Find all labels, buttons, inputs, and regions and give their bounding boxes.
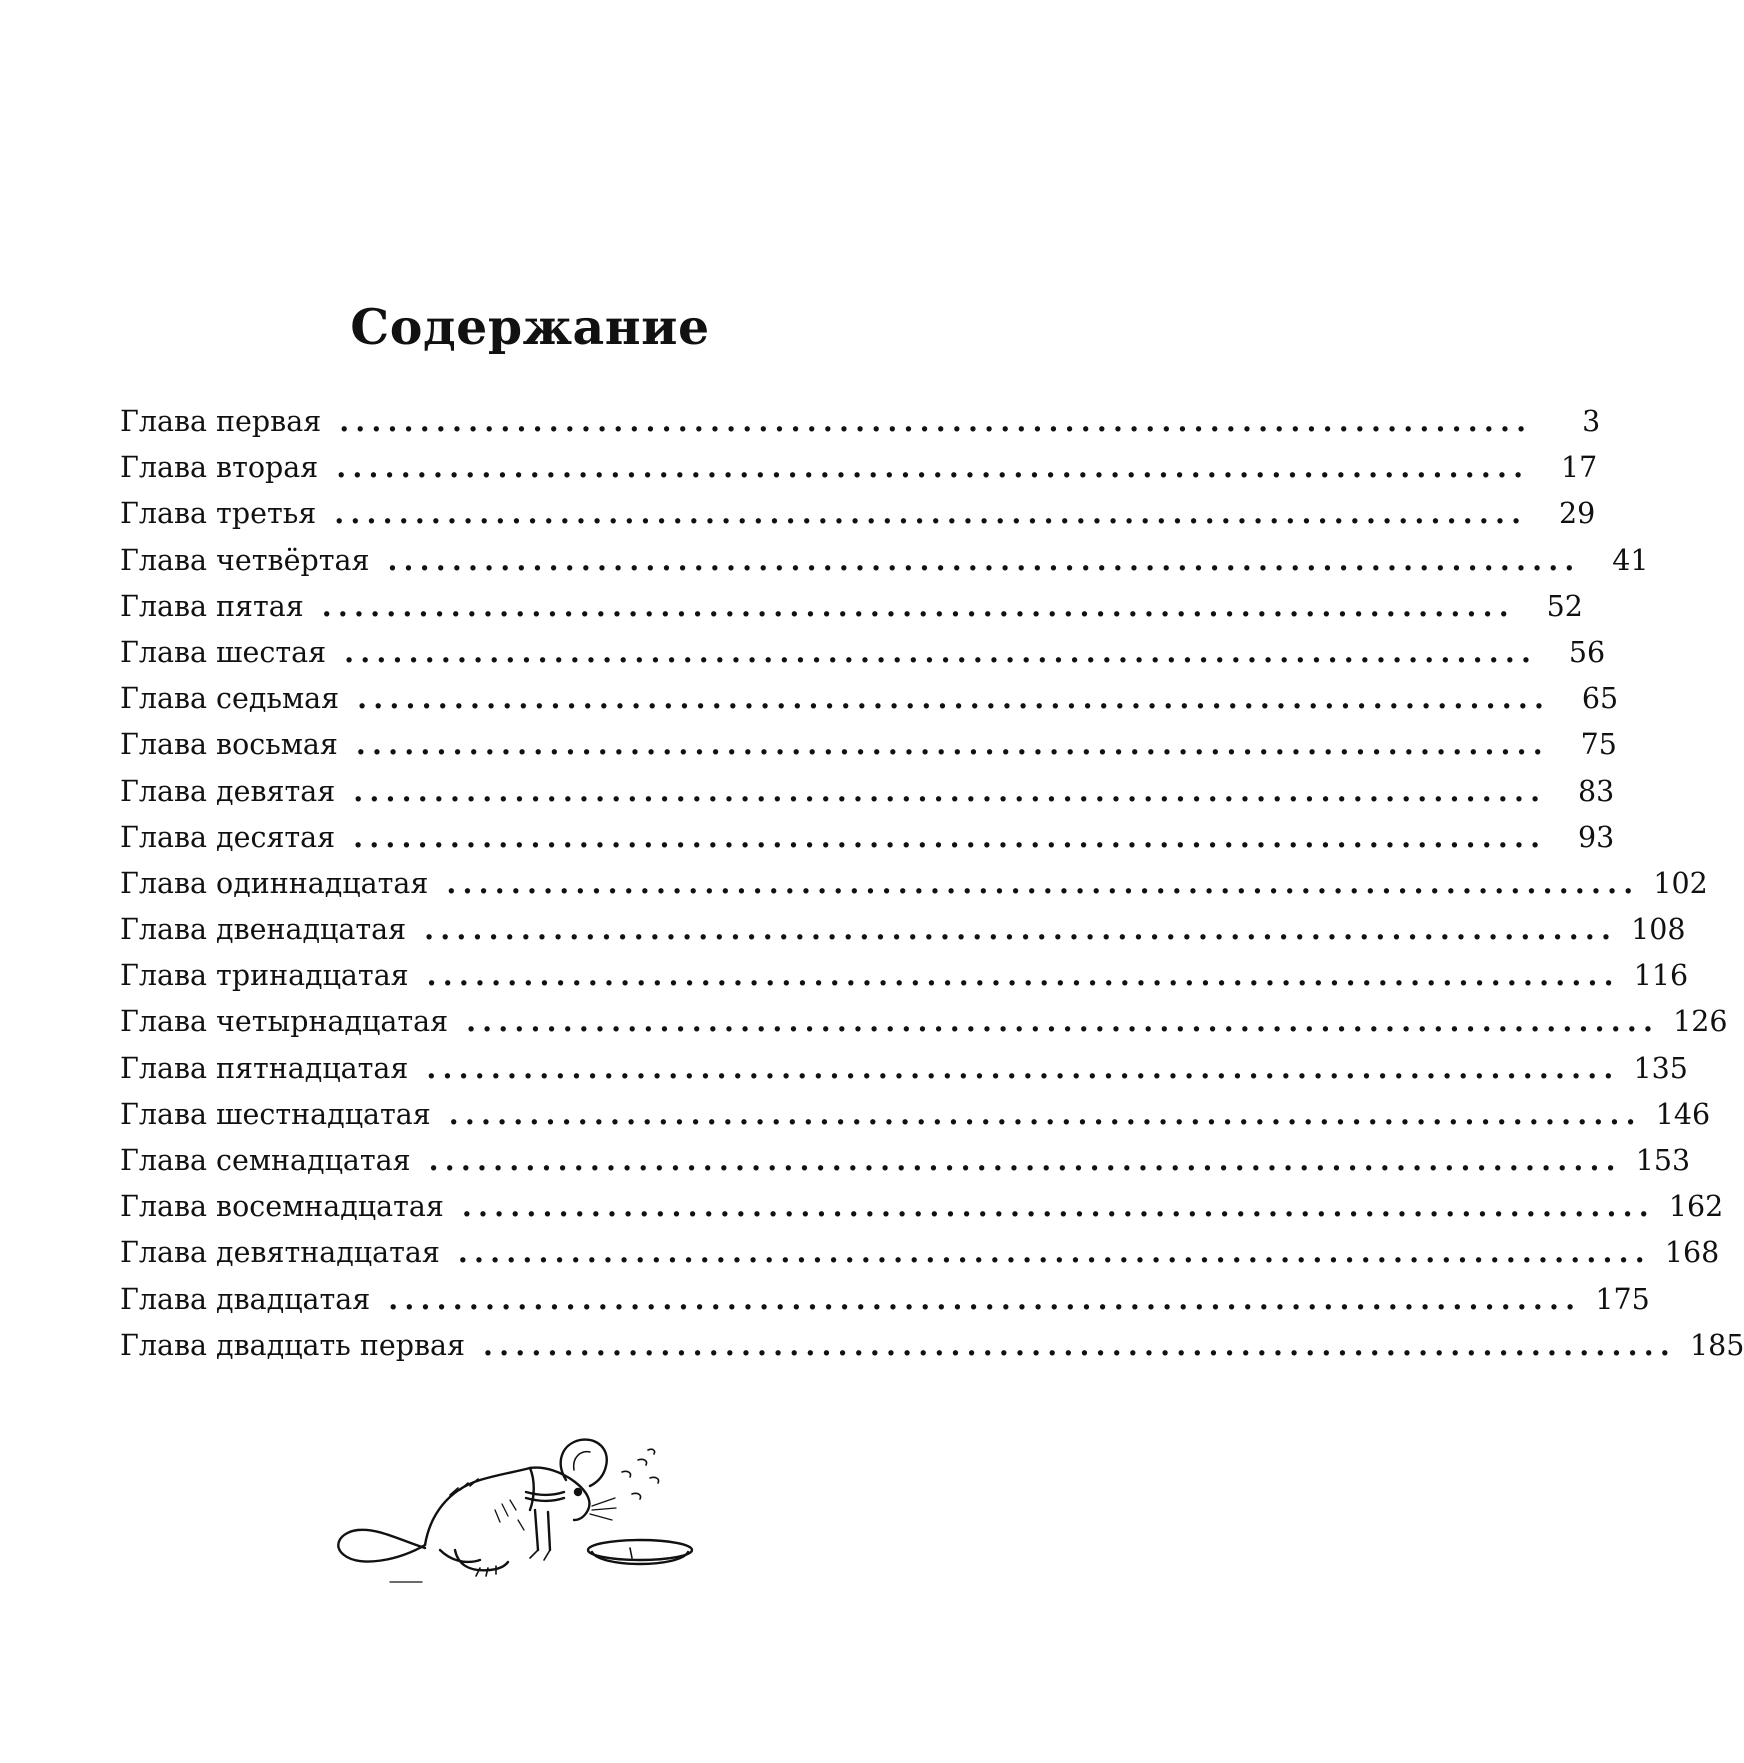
toc-entry-label: Глава двадцатая xyxy=(120,1282,371,1316)
toc-entry-label: Глава шестнадцатая xyxy=(120,1097,431,1131)
toc-dot-leader: .......................................................................... xyxy=(457,1235,1651,1270)
toc-entry-page: 108 xyxy=(1631,913,1686,947)
toc-entry-page: 153 xyxy=(1635,1144,1691,1177)
toc-entry xyxy=(120,1137,1691,1183)
toc-dot-leader: .......................................................................... xyxy=(466,1004,1660,1039)
toc-dot-leader: .......................................................................... xyxy=(353,773,1547,808)
toc-dot-leader: .......................................................................... xyxy=(357,681,1551,716)
toc-entry xyxy=(120,1091,1711,1137)
toc-entry-label: Глава тринадцатая xyxy=(120,959,409,993)
toc-entry xyxy=(120,1276,1650,1322)
toc-entry xyxy=(120,444,1598,490)
toc-entry-page: 52 xyxy=(1546,589,1583,623)
toc-entry-page: 75 xyxy=(1580,728,1617,762)
toc-entry-page: 168 xyxy=(1664,1236,1720,1270)
toc-dot-leader: .......................................................................... xyxy=(339,404,1533,438)
toc-entry xyxy=(120,1045,1688,1091)
toc-entry-label: Глава пятнадцатая xyxy=(120,1051,409,1085)
toc-entry-page: 17 xyxy=(1561,451,1598,485)
toc-entry-page: 146 xyxy=(1655,1097,1711,1131)
toc-entry xyxy=(120,1322,1744,1368)
toc-dot-leader: .......................................................................... xyxy=(482,1327,1677,1362)
toc-entry xyxy=(120,398,1601,444)
toc-entry xyxy=(120,629,1606,675)
toc-entry xyxy=(120,906,1686,952)
toc-entry xyxy=(120,998,1728,1044)
toc-entry xyxy=(120,537,1649,583)
toc-entry-page: 135 xyxy=(1633,1051,1688,1085)
page-title: Содержание xyxy=(350,298,710,356)
toc-entry-page: 175 xyxy=(1595,1282,1650,1316)
toc-entry xyxy=(120,490,1596,536)
toc-entry-label: Глава одиннадцатая xyxy=(120,866,429,900)
toc-dot-leader: .......................................................................... xyxy=(428,1143,1622,1177)
toc-dot-leader: .......................................................................... xyxy=(388,1281,1582,1316)
toc-entry-label: Глава восемнадцатая xyxy=(120,1190,444,1224)
toc-dot-leader: .......................................................................... xyxy=(336,450,1530,485)
toc-entry-page: 93 xyxy=(1577,820,1615,854)
toc-entry-label: Глава девятнадцатая xyxy=(120,1236,440,1270)
toc-entry-page: 29 xyxy=(1558,497,1596,531)
toc-entry-label: Глава четырнадцатая xyxy=(120,1005,449,1039)
toc-entry-label: Глава семнадцатая xyxy=(120,1144,411,1177)
toc-entry-page: 162 xyxy=(1668,1190,1724,1224)
toc-entry-page: 56 xyxy=(1568,635,1606,669)
toc-dot-leader: .......................................................................... xyxy=(355,727,1549,762)
toc-dot-leader: .......................................................................... xyxy=(424,912,1618,947)
toc-entry-label: Глава десятая xyxy=(120,820,336,854)
toc-entry-page: 65 xyxy=(1581,682,1619,716)
toc-entry xyxy=(120,583,1583,629)
toc-dot-leader: .......................................................................... xyxy=(426,1050,1620,1085)
toc-dot-leader: .......................................................................... xyxy=(426,958,1620,993)
toc-dot-leader: .......................................................................... xyxy=(446,865,1640,900)
toc-entry xyxy=(120,721,1617,767)
toc-entry-label: Глава шестая xyxy=(120,635,327,669)
toc-entry xyxy=(120,1229,1720,1275)
table-of-contents xyxy=(120,398,1744,1368)
toc-dot-leader: .......................................................................... xyxy=(448,1096,1642,1131)
toc-entry-label: Глава девятая xyxy=(120,774,336,808)
toc-entry-label: Глава четвёртая xyxy=(120,543,370,577)
toc-entry xyxy=(120,675,1619,721)
toc-entry-label: Глава двенадцатая xyxy=(120,913,407,947)
toc-entry-page: 3 xyxy=(1582,405,1601,438)
toc-dot-leader: .......................................................................... xyxy=(353,819,1547,854)
toc-entry xyxy=(120,814,1615,860)
toc-entry-page: 185 xyxy=(1690,1328,1744,1362)
toc-entry-page: 126 xyxy=(1673,1005,1728,1039)
toc-entry-label: Глава седьмая xyxy=(120,682,340,716)
toc-entry xyxy=(120,860,1708,906)
toc-entry-label: Глава третья xyxy=(120,497,317,531)
toc-entry-label: Глава пятая xyxy=(120,589,304,623)
toc-dot-leader: .......................................................................... xyxy=(334,496,1528,531)
toc-entry-page: 83 xyxy=(1578,774,1615,808)
toc-entry-label: Глава восьмая xyxy=(120,728,338,762)
toc-dot-leader: .......................................................................... xyxy=(461,1189,1655,1224)
toc-dot-leader: .......................................................................... xyxy=(344,634,1538,669)
toc-entry xyxy=(120,952,1689,998)
toc-entry xyxy=(120,1183,1724,1229)
toc-entry-page: 41 xyxy=(1612,543,1649,577)
toc-entry-label: Глава первая xyxy=(120,405,322,438)
toc-entry-page: 116 xyxy=(1633,959,1689,993)
mouse-drinking-from-saucer-icon xyxy=(330,1400,730,1600)
toc-entry-page: 102 xyxy=(1653,866,1708,900)
toc-dot-leader: .......................................................................... xyxy=(387,542,1581,577)
toc-entry xyxy=(120,768,1615,814)
toc-entry-label: Глава двадцать первая xyxy=(120,1328,465,1362)
toc-entry-label: Глава вторая xyxy=(120,451,319,485)
toc-dot-leader: .......................................................................... xyxy=(321,588,1515,623)
